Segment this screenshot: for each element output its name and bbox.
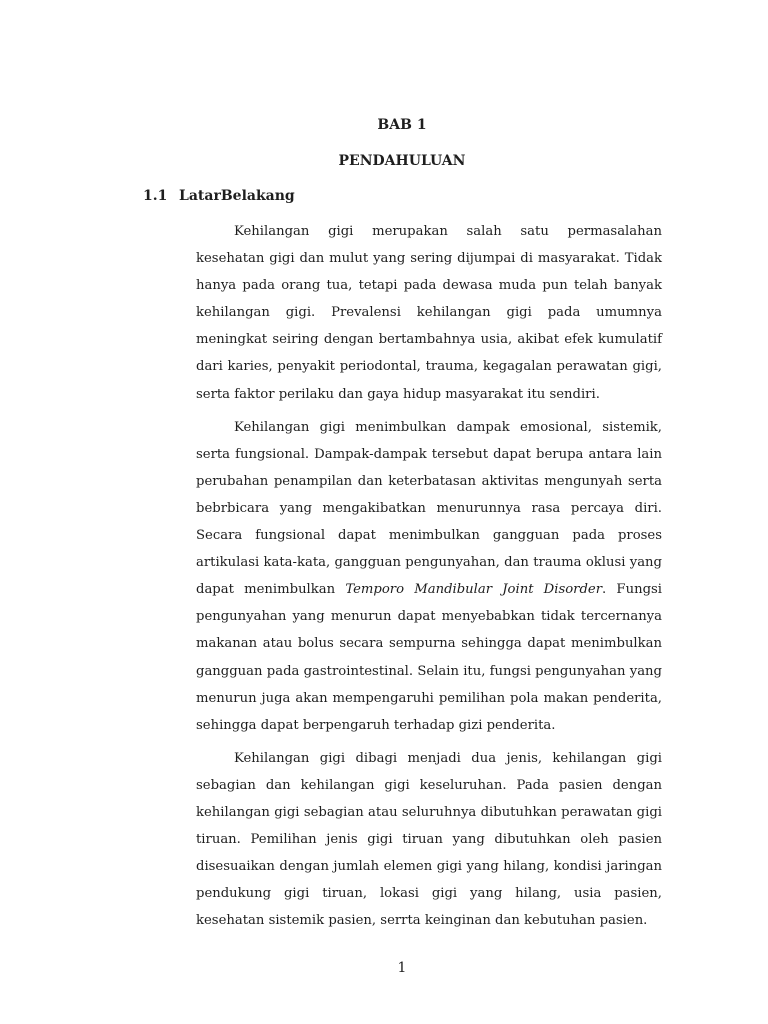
- section-heading: [143, 188, 295, 204]
- paragraph-2: [196, 414, 662, 739]
- page-number: 1: [397, 960, 407, 976]
- paragraph-3: Kehilangan gigi dibagi menjadi dua jenis, kehilangan gigi sebagian dan kehilangan gigi keseluruhan. Pada pasien dengan kehilangan gigi sebagian atau seluruhnya dibutuhkan perawatan gigi tiruan. Pemilihan jenis gigi tiruan yang dibutuhkan oleh pasien disesuaikan dengan jumlah elemen gigi yang hilang, kondisi jaringan pendukung gigi tiruan, lokasi gigi yang hilang, usia pasien, kesehatan sistemik pasien, serrta keinginan dan kebutuhan pasien.: [196, 750, 662, 929]
- chapter-title: PENDAHULUAN: [338, 153, 466, 169]
- paragraph-1: Kehilangan gigi merupakan salah satu permasalahan kesehatan gigi dan mulut yang sering dijumpai di masyarakat. Tidak hanya pada orang tua, tetapi pada dewasa muda pun telah banyak kehilangan gigi. Prevalensi kehilangan gigi pada umumnya meningkat seiring dengan bertambahnya usia, akibat efek kumulatif dari karies, penyakit periodontal, trauma, kegagalan perawatan gigi, serta faktor perilaku dan gaya hidup masyarakat itu sendiri.: [196, 224, 662, 402]
- paragraph-2-text-before: Kehilangan gigi menimbulkan dampak emosional, sistemik, serta fungsional. Dampak-dampak tersebut dapat berupa antara lain perubahan penampilan dan keterbatasan aktivitas mengunyah serta bebrbicara yang mengakibatkan menurunnya rasa percaya diri. Secara fungsional dapat menimbulkan gangguan pada proses artikulasi kata-kata, gangguan pengunyahan, dan trauma oklusi yang dapat menimbulkan: [196, 419, 662, 598]
- chapter-number: BAB 1: [377, 117, 427, 133]
- body-text: [196, 218, 662, 940]
- paragraph-2-italic-term: Temporo Mandibular Joint Disorder: [345, 582, 603, 598]
- section-title: LatarBelakang: [179, 188, 295, 204]
- section-number: 1.1: [143, 188, 168, 204]
- paragraph-2-text-after: . Fungsi pengunyahan yang menurun dapat menyebabkan tidak tercernanya makanan atau bolus secara sempurna sehingga dapat menimbulkan gangguan pada gastrointestinal. Selain itu, fungsi pengunyahan yang menurun juga akan mempengaruhi pemilihan pola makan penderita, sehingga dapat berpengaruh terhadap gizi penderita.: [196, 582, 662, 733]
